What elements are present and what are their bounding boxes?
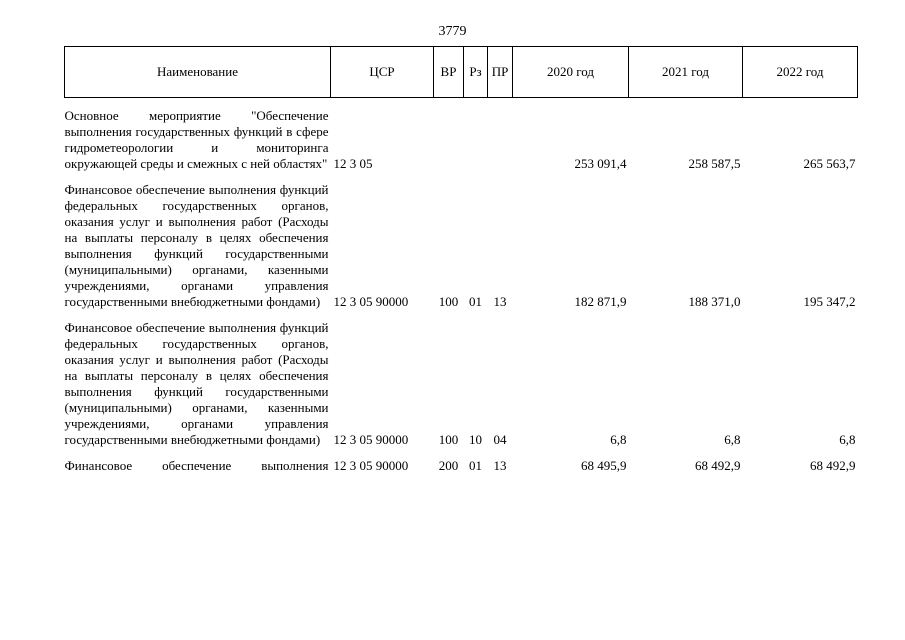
spacer-row xyxy=(65,448,858,458)
row-2020: 253 091,4 xyxy=(574,156,627,171)
row-csr: 12 3 05 90000 xyxy=(333,458,409,473)
header-vr: ВР xyxy=(434,47,464,98)
page-number: 3779 xyxy=(438,24,467,39)
spacer-row xyxy=(65,98,858,109)
row-name: Финансовое обеспечение выполнения функций федеральных государственных органов, оказания услуг и выполнения работ (Расходы на выплаты персоналу в целях обеспечения выполнения функций государственными (муниципальными) органами, казенными учреждениями, органами управления государственными внебюджетными фондами) xyxy=(64,182,329,309)
row-csr: 12 3 05 90000 xyxy=(333,294,409,309)
row-pr: 04 xyxy=(493,432,507,447)
row-2021: 6,8 xyxy=(724,432,741,447)
row-name: Финансовое обеспечение выполнения функций федеральных государственных органов, оказания услуг и выполнения работ (Расходы на выплаты персоналу в целях обеспечения выполнения функций государственными (муниципальными) органами, казенными учреждениями, органами управления государственными внебюджетными фондами) xyxy=(64,320,329,447)
row-2022: 265 563,7 xyxy=(803,156,856,171)
row-name: Основное мероприятие "Обеспечение выполнения государственных функций в сфере гидрометеорологии и мониторинга окружающей среды и смежных с ней областях" xyxy=(64,108,329,171)
table-row xyxy=(65,108,858,172)
row-2020: 6,8 xyxy=(610,432,627,447)
header-rz: Рз xyxy=(464,47,488,98)
row-pr: 13 xyxy=(493,294,507,309)
row-2022: 6,8 xyxy=(839,432,856,447)
row-rz: 01 xyxy=(469,458,482,473)
spacer-row xyxy=(65,310,858,320)
row-pr: 13 xyxy=(493,458,507,473)
header-2020: 2020 год xyxy=(513,47,629,98)
row-vr xyxy=(434,108,464,172)
row-2021: 188 371,0 xyxy=(688,294,741,309)
table-row xyxy=(65,320,858,448)
row-2022: 68 492,9 xyxy=(810,458,856,473)
row-pr xyxy=(488,108,513,172)
row-2021: 258 587,5 xyxy=(688,156,741,171)
row-rz: 01 xyxy=(469,294,482,309)
header-csr: ЦСР xyxy=(331,47,434,98)
row-vr: 100 xyxy=(438,432,459,447)
row-csr: 12 3 05 xyxy=(333,156,373,171)
header-name: Наименование xyxy=(65,47,331,98)
row-2021: 68 492,9 xyxy=(695,458,741,473)
table-header-row xyxy=(65,47,858,98)
row-name: Финансовое обеспечение выполнения xyxy=(64,458,329,473)
header-2021: 2021 год xyxy=(629,47,743,98)
budget-table xyxy=(64,46,858,474)
row-2020: 68 495,9 xyxy=(581,458,627,473)
row-rz: 10 xyxy=(469,432,482,447)
table-row xyxy=(65,458,858,474)
table-row xyxy=(65,182,858,310)
row-vr: 200 xyxy=(438,458,459,473)
row-2020: 182 871,9 xyxy=(574,294,627,309)
row-csr: 12 3 05 90000 xyxy=(333,432,409,447)
row-vr: 100 xyxy=(438,294,459,309)
spacer-row xyxy=(65,172,858,182)
row-rz xyxy=(464,108,488,172)
header-pr: ПР xyxy=(488,47,513,98)
row-2022: 195 347,2 xyxy=(803,294,856,309)
header-2022: 2022 год xyxy=(743,47,858,98)
